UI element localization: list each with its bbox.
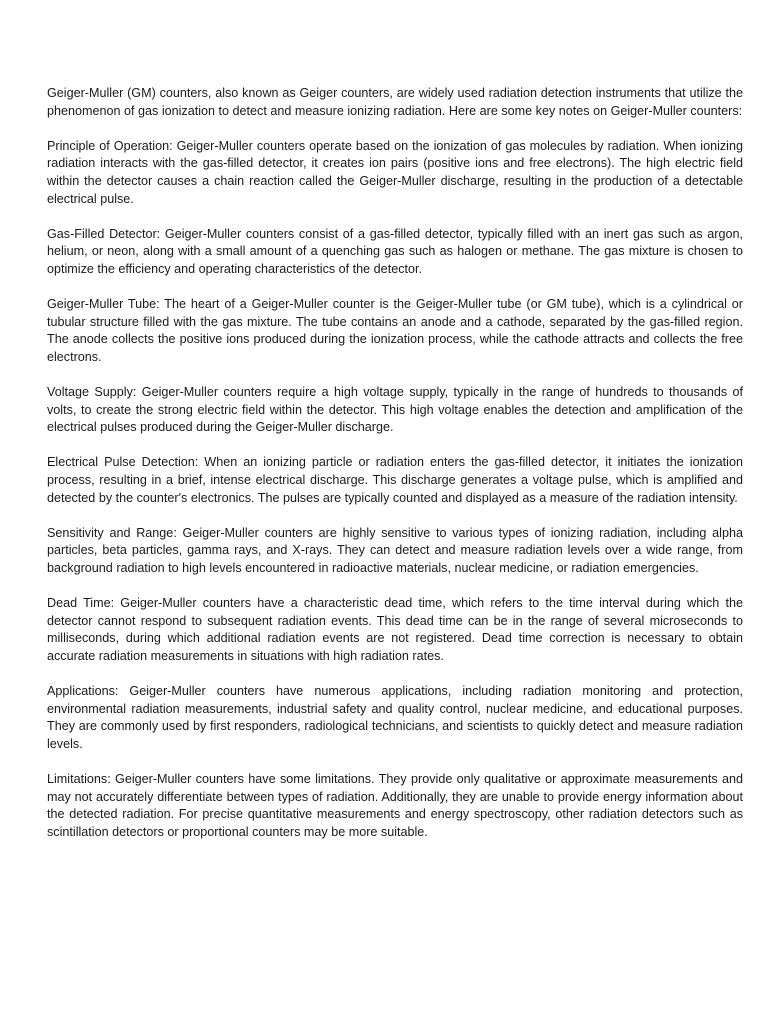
paragraph-electrical-pulse-detection: Electrical Pulse Detection: When an ionizing particle or radiation enters the gas-filled detector, it initiates the ionization process, resulting in a brief, intense electrical discharge. This discharge generates a voltage pulse, which is amplified and detected by the counter's electronics. The pulses are typically counted and displayed as a measure of the radiation intensity. bbox=[47, 455, 743, 505]
paragraph-sensitivity-and-range: Sensitivity and Range: Geiger-Muller counters are highly sensitive to various types of ionizing radiation, including alpha particles, beta particles, gamma rays, and X-rays. They can detect and measure radiation levels over a wide range, from background radiation to high levels encountered in radioactive materials, nuclear medicine, or radiation emergencies. bbox=[47, 525, 743, 576]
paragraph-principle-of-operation: Principle of Operation: Geiger-Muller counters operate based on the ionization of gas molecules by radiation. When ionizing radiation interacts with the gas-filled detector, it creates ion pairs (positive ions and free electrons). The high electric field within the detector causes a chain reaction called the Geiger-Muller discharge, resulting in the production of a detectable electrical pulse. bbox=[47, 138, 743, 206]
paragraph-geiger-muller-tube: Geiger-Muller Tube: The heart of a Geiger-Muller counter is the Geiger-Muller tube (or GM tube), which is a cylindrical or tubular structure filled with the gas mixture. The tube contains an anode and a cathode, separated by the gas-filled region. The anode collects the positive ions produced during the ionization process, while the cathode attracts and collects the free electrons. bbox=[47, 297, 743, 364]
paragraph-limitations: Limitations: Geiger-Muller counters have some limitations. They provide only qualitative or approximate measurements and may not accurately differentiate between types of radiation. Additionally, they are unable to provide energy information about the detected radiation. For precise quantitative measurements and energy spectroscopy, other radiation detectors such as scintillation detectors or proportional counters may be more suitable. bbox=[47, 772, 743, 839]
document-page bbox=[47, 85, 743, 842]
paragraph-dead-time: Dead Time: Geiger-Muller counters have a characteristic dead time, which refers to the time interval during which the detector cannot respond to subsequent radiation events. This dead time can be in the range of several microseconds to milliseconds, during which additional radiation events are not registered. Dead time correction is necessary to obtain accurate radiation measurements in situations with high radiation rates. bbox=[47, 596, 743, 663]
paragraph-gas-filled-detector: Gas-Filled Detector: Geiger-Muller counters consist of a gas-filled detector, typically filled with an inert gas such as argon, helium, or neon, along with a small amount of a quenching gas such as halogen or methane. The gas mixture is chosen to optimize the efficiency and operating characteristics of the detector. bbox=[47, 226, 743, 276]
paragraph-intro: Geiger-Muller (GM) counters, also known as Geiger counters, are widely used radiation detection instruments that utilize the phenomenon of gas ionization to detect and measure ionizing radiation. Here are some key notes on Geiger-Muller counters: bbox=[47, 86, 743, 118]
paragraph-voltage-supply: Voltage Supply: Geiger-Muller counters require a high voltage supply, typically in the range of hundreds to thousands of volts, to create the strong electric field within the detector. This high voltage enables the detection and amplification of the electrical pulses produced during the Geiger-Muller discharge. bbox=[47, 385, 743, 435]
paragraph-applications: Applications: Geiger-Muller counters have numerous applications, including radiation monitoring and protection, environmental radiation measurements, industrial safety and quality control, nuclear medicine, and educational purposes. They are commonly used by first responders, radiological technicians, and scientists to quickly detect and measure radiation levels. bbox=[47, 684, 743, 751]
